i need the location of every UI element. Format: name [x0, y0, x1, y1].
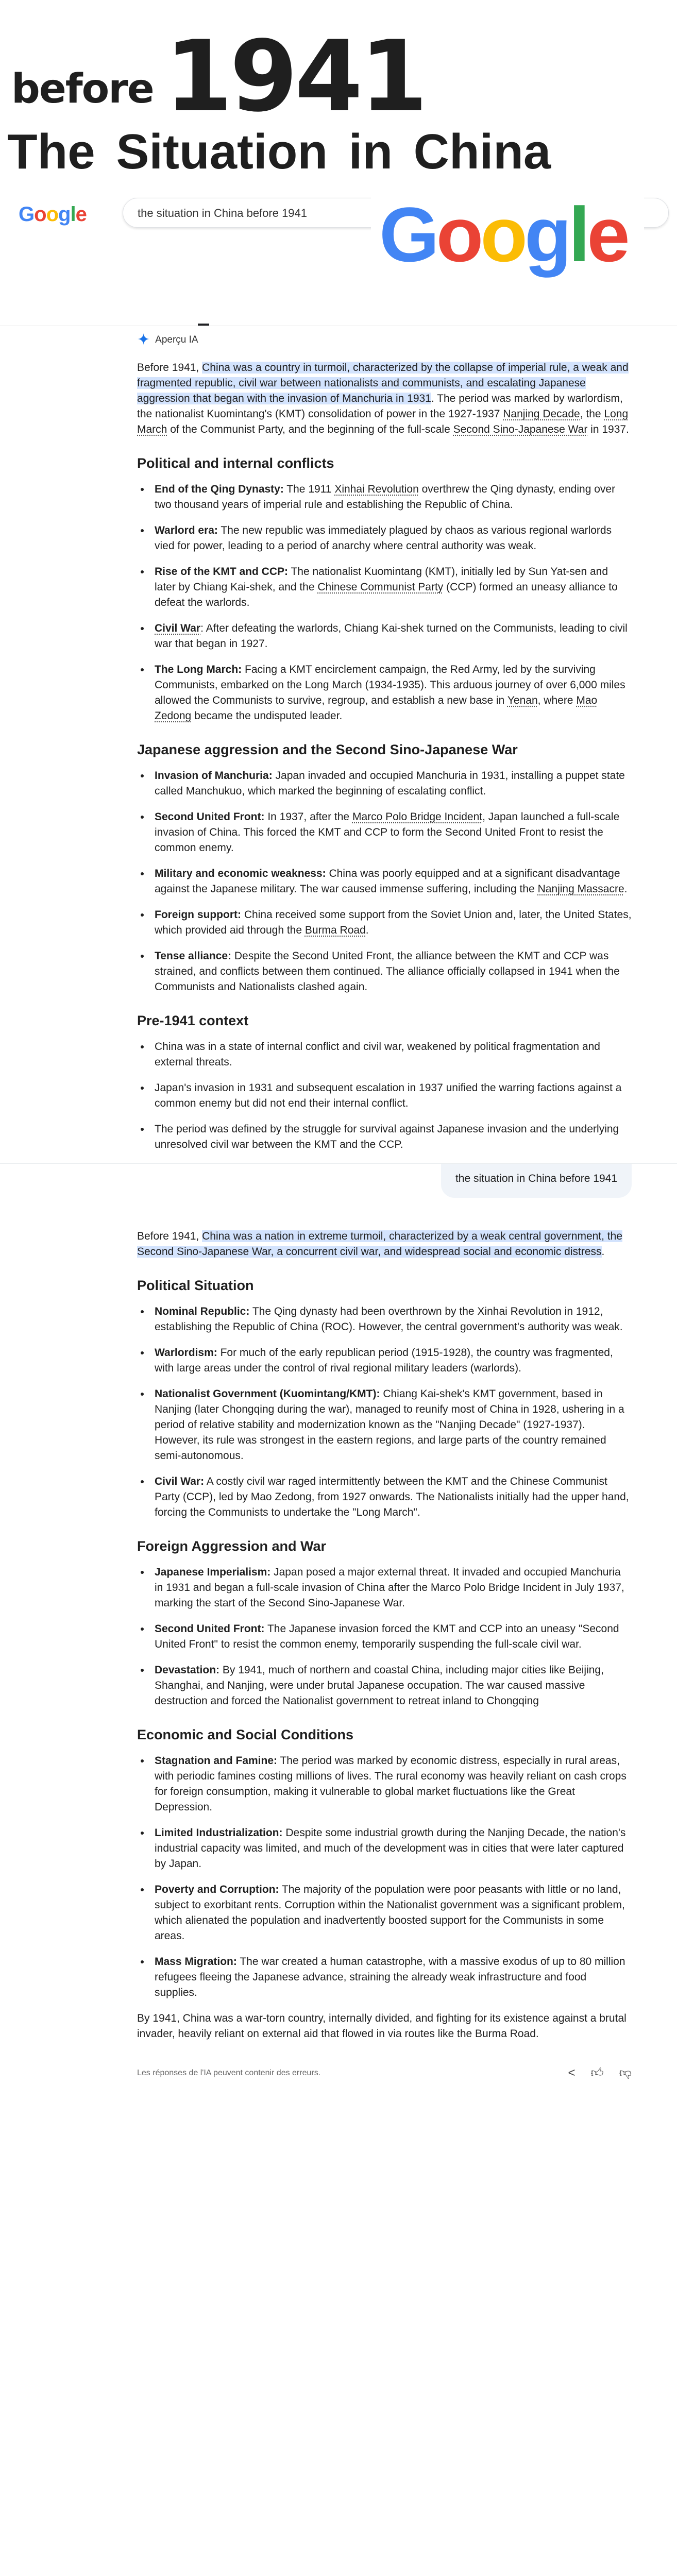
item-label: The Long March:: [155, 664, 242, 675]
ai-overview-header: [137, 332, 632, 348]
text-segment: Japan's invasion in 1931 and subsequent escalation in 1937 unified the warring factions against a common enemy but did not end their internal conflict.: [155, 1082, 622, 1109]
text-segment: Japan invaded and occupied Manchuria in 1931, installing a puppet state called Manchukuo, which marked the beginning of escalating conflict.: [155, 770, 625, 797]
item-label: Limited Industrialization:: [155, 1827, 283, 1839]
list-item: [150, 1753, 632, 1815]
text-segment: overthrew the Qing dynasty, ending over two thousand years of imperial rule and establishing the Republic of China.: [155, 483, 616, 511]
item-label: Civil War:: [155, 1476, 205, 1487]
item-label: Nationalist Government (Kuomintang/KMT):: [155, 1388, 380, 1400]
list-item: [150, 907, 632, 938]
text-segment: China received some support from the Soviet Union and, later, the United States, which provided aid through the: [155, 909, 632, 936]
list-item: [150, 1825, 632, 1872]
text-segment: For much of the early republican period (1915-1928), the country was fragmented, with large areas under the control of rival regional military leaders (warlords).: [155, 1347, 613, 1374]
bullet-list: [137, 1304, 632, 1520]
google-logo-small[interactable]: Google: [19, 203, 87, 226]
item-label: Warlord era:: [155, 524, 218, 536]
text-segment: , Japan launched a full-scale invasion of China. This forced the KMT and CCP to form the Second United Front to resist the common enemy.: [155, 811, 620, 854]
logo-letter: G: [379, 191, 436, 278]
title-before: before: [11, 66, 154, 112]
text-segment: Despite some industrial growth during the Nanjing Decade, the nation's industrial capacity was limited, and much of the development was in cities that were later captured by Japan.: [155, 1827, 626, 1870]
list-item: [150, 662, 632, 724]
thumbs-up-icon[interactable]: 👍︎: [590, 2066, 604, 2080]
text-segment: , where: [537, 694, 577, 706]
list-item: [150, 482, 632, 513]
text-segment: A costly civil war raged intermittently between the KMT and the Chinese Communist Party (CCP), led by Mao Zedong, from 1927 onwards. The Nationalists initially had the upper hand, forcing the Communists to undertake the "Long March".: [155, 1476, 629, 1518]
text-segment: Despite the Second United Front, the alliance between the KMT and CCP was strained, and conflicts between them continued. The alliance officially collapsed in 1941 when the Communists and Nationalists clashed again.: [155, 950, 620, 993]
highlighted-text: China was a nation in extreme turmoil, characterized by a weak central government, the Second Sino-Japanese War, a concurrent civil war, and widespread social and economic distress: [137, 1230, 622, 1258]
logo-letter: o: [436, 191, 481, 278]
inline-link[interactable]: Nanjing Massacre: [537, 883, 624, 895]
item-label: Military and economic weakness:: [155, 868, 326, 879]
answer2-sections: [137, 1277, 632, 2001]
logo-letter: g: [524, 191, 569, 278]
list-item: [150, 1386, 632, 1464]
inline-link[interactable]: Chinese Communist Party: [317, 581, 444, 593]
item-label: Devastation:: [155, 1664, 220, 1676]
section-heading: Japanese aggression and the Second Sino-Japanese War: [137, 742, 518, 757]
disclaimer: Les réponses de l'IA peuvent contenir des erreurs.: [137, 2069, 321, 2077]
item-label[interactable]: Civil War: [155, 622, 201, 634]
ai-overview: [137, 0, 632, 2112]
answer1-intro: [137, 360, 632, 437]
highlighted-text: China was a country in turmoil, characterized by the collapse of imperial rule, a weak and fragmented republic, civil war between nationalists and communists, and escalating Japanese aggression that began with the invasion of Manchuria in 1931: [137, 362, 629, 404]
text-segment: In 1937, after the: [264, 811, 352, 823]
item-label: Japanese Imperialism:: [155, 1566, 271, 1578]
item-label: Poverty and Corruption:: [155, 1884, 279, 1895]
logo-letter: e: [587, 191, 627, 278]
text-segment: The Qing dynasty had been overthrown by the Xinhai Revolution in 1912, establishing the Republic of China (ROC). However, the central government's authority was weak.: [155, 1306, 623, 1333]
section-heading: Political Situation: [137, 1278, 254, 1293]
text-segment: The Japanese invasion forced the KMT and CCP into an uneasy "Second United Front" to resist the common enemy, temporarily suspending the full-scale civil war.: [155, 1623, 619, 1650]
text-segment: of the Communist Party, and the beginning of the full-scale: [167, 423, 453, 435]
list-item: [150, 1080, 632, 1111]
answer2-conclusion: By 1941, China was a war-torn country, internally divided, and fighting for its existence against a brutal invader, heavily reliant on external aid that flowed in via routes like the Burma Road.: [137, 2012, 627, 2040]
item-label: Mass Migration:: [155, 1956, 237, 1968]
text-segment: The period was marked by economic distress, especially in rural areas, with periodic famines costing millions of lives. The rural economy was heavily reliant on cash crops for foreign consumption, making it vulnerable to global market fluctuations like the Great Depression.: [155, 1755, 627, 1813]
text-segment: .: [365, 924, 369, 936]
title-main: The Situation in China: [7, 124, 551, 179]
text-segment: The nationalist Kuomintang (KMT), initially led by Sun Yat-sen and later by Chiang Kai-shek, and the: [155, 566, 608, 593]
bullet-list: [137, 768, 632, 995]
inline-link[interactable]: Second Sino-Japanese War: [453, 423, 588, 435]
text-segment: Facing a KMT encirclement campaign, the Red Army, led by the surviving Communists, embarked on the Long March (1934-1935). This arduous journey of over 6,000 miles allowed the Communists to survive, regroup, and establish a new base in: [155, 664, 625, 706]
bullet-list: [137, 482, 632, 724]
list-item: [150, 1954, 632, 2001]
list-item: [150, 866, 632, 897]
text-segment: Before 1941,: [137, 362, 202, 374]
text-segment: became the undisputed leader.: [191, 710, 343, 722]
item-label: Invasion of Manchuria:: [155, 770, 273, 782]
text-segment: : After defeating the warlords, Chiang Kai-shek turned on the Communists, leading to civil war that began in 1927.: [155, 622, 628, 650]
bullet-list: [137, 1565, 632, 1709]
search-query[interactable]: the situation in China before 1941: [138, 207, 308, 219]
list-item: [150, 1882, 632, 1944]
text-segment: Before 1941,: [137, 1230, 202, 1242]
item-label: Warlordism:: [155, 1347, 217, 1359]
list-item: [150, 1474, 632, 1520]
list-item: [150, 1565, 632, 1611]
item-label: End of the Qing Dynasty:: [155, 483, 284, 495]
text-segment: .: [601, 1246, 605, 1258]
list-item: [150, 1039, 632, 1070]
list-item: [150, 1663, 632, 1709]
thumbs-down-icon[interactable]: 👎︎: [619, 2066, 632, 2080]
list-item: [150, 1122, 632, 1153]
inline-link[interactable]: Nanjing Decade: [503, 408, 580, 420]
answer1-sections: [137, 455, 632, 1153]
section-heading: Foreign Aggression and War: [137, 1538, 327, 1554]
inline-link[interactable]: Burma Road: [304, 924, 366, 936]
user-query-bubble: the situation in China before 1941: [441, 1164, 632, 1198]
list-item: [150, 1345, 632, 1376]
text-segment: The war created a human catastrophe, with a massive exodus of up to 80 million refugees fleeing the Japanese advance, straining the already weak infrastructure and food supplies.: [155, 1956, 625, 1998]
text-segment: The period was defined by the struggle for survival against Japanese invasion and the underlying unresolved civil war between the KMT and the CCP.: [155, 1123, 619, 1150]
inline-link[interactable]: Xinhai Revolution: [334, 483, 419, 495]
logo-letter: l: [568, 191, 587, 278]
inline-link[interactable]: Marco Polo Bridge Incident: [352, 811, 483, 823]
list-item: [150, 809, 632, 856]
item-label: Stagnation and Famine:: [155, 1755, 278, 1767]
text-segment: Japan posed a major external threat. It invaded and occupied Manchuria in 1931 and began a full-scale invasion of China after the Marco Polo Bridge Incident in July 1937, marking the start of the Second Sino-Japanese War.: [155, 1566, 624, 1609]
item-label: Second United Front:: [155, 811, 265, 823]
list-item: [150, 768, 632, 799]
section-heading: Pre-1941 context: [137, 1013, 249, 1028]
text-segment: .: [624, 883, 628, 895]
text-segment: . The period was marked by warlordism, the nationalist Kuomintang's (KMT) consolidation of power in the 1927-1937: [137, 393, 623, 420]
title-year: 1941: [164, 19, 425, 133]
list-item: [150, 621, 632, 652]
bullet-list: [137, 1753, 632, 2001]
inline-link[interactable]: Mao Zedong: [155, 694, 598, 722]
text-segment: The new republic was immediately plagued by chaos as various regional warlords vied for power, leading to a period of anarchy where central authority was weak.: [155, 524, 612, 552]
text-segment: China was poorly equipped and at a significant disadvantage against the Japanese military. The war caused immense suffering, including the: [155, 868, 620, 895]
ai-overview-label: Aperçu IA: [155, 334, 198, 345]
text-segment: (CCP) formed an uneasy alliance to defeat the warlords.: [155, 581, 618, 608]
text-segment: By 1941, much of northern and coastal China, including major cities like Beijing, Shanghai, and Nanjing, were under brutal Japanese occupation. The war caused massive destruction and forced the Nationalist government to retreat inland to Chongqing: [155, 1664, 604, 1707]
share-icon[interactable]: <: [568, 2066, 576, 2080]
list-item: [150, 1304, 632, 1335]
item-label: Tense alliance:: [155, 950, 232, 962]
inline-link[interactable]: Long March: [137, 408, 629, 435]
item-label: Rise of the KMT and CCP:: [155, 566, 289, 578]
sparkle-icon: ✦: [137, 331, 150, 348]
logo-letter: o: [480, 191, 524, 278]
inline-link[interactable]: Yenan: [507, 694, 538, 706]
text-segment: in 1937.: [587, 423, 629, 435]
section-heading: Political and internal conflicts: [137, 455, 334, 471]
list-item: [150, 564, 632, 611]
list-item: [150, 948, 632, 995]
text-segment: The majority of the population were poor peasants with little or no land, subject to exorbitant rents. Corruption within the Nationalist government was a significant problem, which alienated the population and inadvertently boosted support for the Communists in some areas.: [155, 1884, 625, 1942]
list-item: [150, 1621, 632, 1652]
item-label: Second United Front:: [155, 1623, 265, 1635]
feedback-buttons: [568, 2065, 632, 2081]
section-heading: Economic and Social Conditions: [137, 1727, 354, 1742]
ai-footer: [137, 2065, 632, 2081]
text-segment: Chiang Kai-shek's KMT government, based in Nanjing (later Chongqing during the war), managed to reunify most of China in 1928, ushering in a period of relative stability and modernization known as the "Nanjing Decade" (1927-1937). However, its rule was strongest in the eastern regions, and large parts of the country remained semi-autonomous.: [155, 1388, 624, 1462]
bullet-list: [137, 1039, 632, 1153]
user-query-row: [137, 1164, 632, 1198]
answer2-intro: [137, 1229, 632, 1260]
item-label: Foreign support:: [155, 909, 241, 921]
text-segment: China was in a state of internal conflict and civil war, weakened by political fragmentation and external threats.: [155, 1041, 600, 1068]
list-item: [150, 523, 632, 554]
text-segment: The 1911: [283, 483, 335, 495]
text-segment: , the: [580, 408, 604, 420]
item-label: Nominal Republic:: [155, 1306, 250, 1317]
